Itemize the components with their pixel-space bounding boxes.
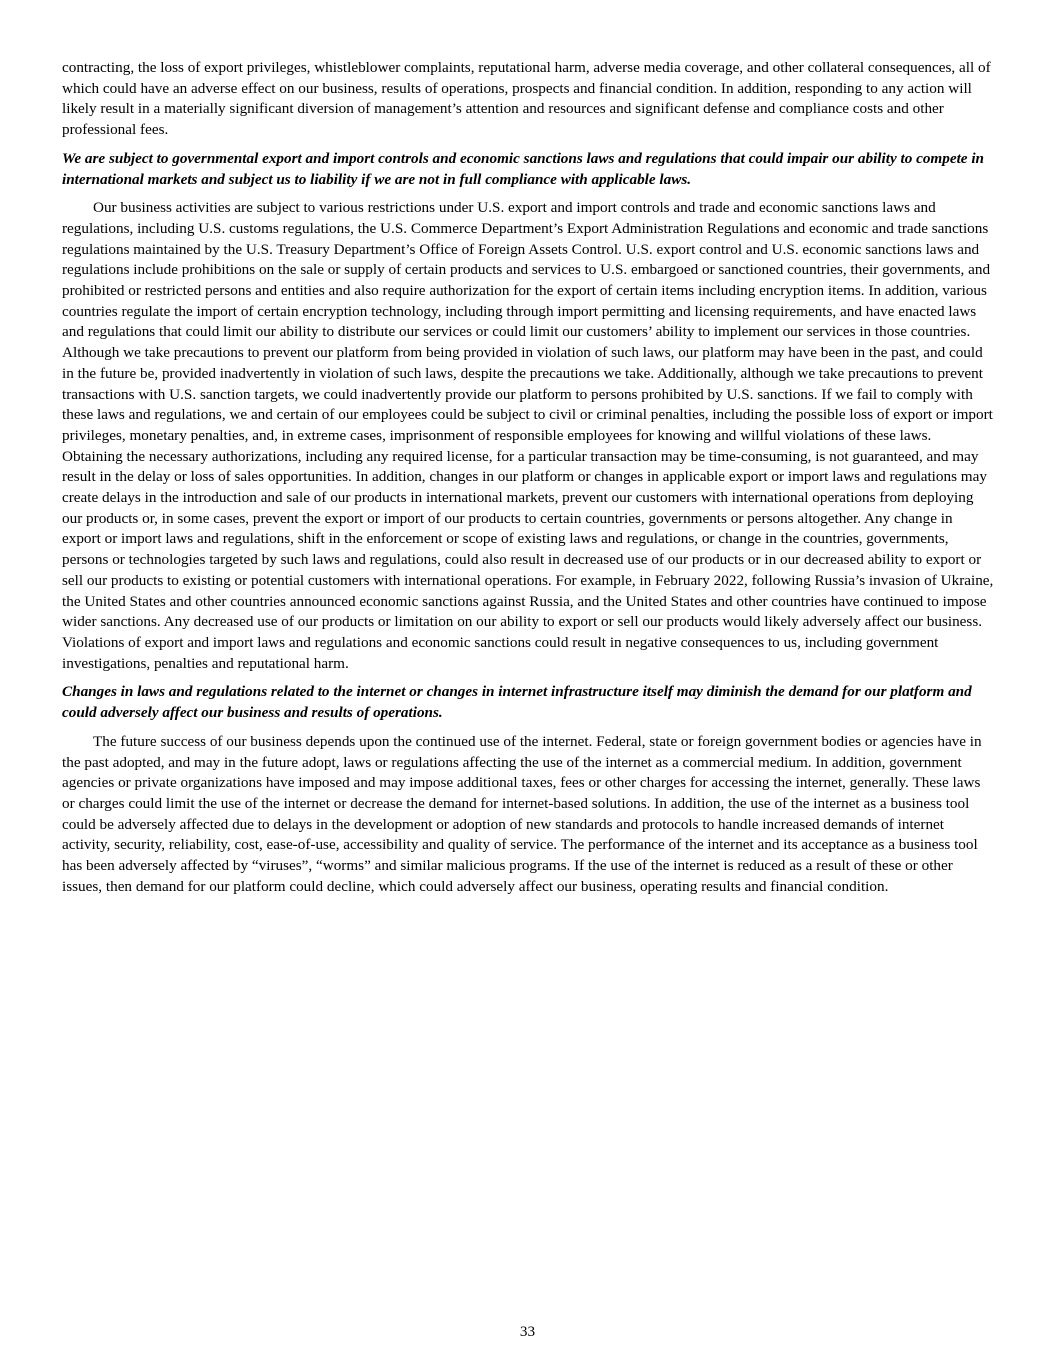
section-body-internet-regulation: The future success of our business depends upon the continued use of the internet. Federal, state or foreign government bodies or agencies have in the past adopted, and may in the future adopt, laws or regulations affecting the use of the internet as a commercial medium. In addition, government agencies or private organizations have imposed and may impose additional taxes, fees or other charges for accessing the internet, generally. These laws or charges could limit the use of the internet or decrease the demand for internet-based solutions. In addition, the use of the internet as a business tool could be adversely affected due to delays in the development or adoption of new standards and protocols to handle increased demands of internet activity, security, reliability, cost, ease-of-use, accessibility and quality of service. The performance of the internet and its acceptance as a business tool has been adversely affected by “viruses”, “worms” and similar malicious programs. If the use of the internet is reduced as a result of these or other issues, then demand for our platform could decline, which could adversely affect our business, operating results and financial condition. (62, 732, 982, 895)
section-heading-export-controls: We are subject to governmental export and import controls and economic sanctions laws and regulations that could impair our ability to compete in international markets and subject us to liability if we are not in full compliance with applicable laws. (62, 149, 985, 188)
section-body-export-controls: Our business activities are subject to various restrictions under U.S. export and import controls and trade and economic sanctions laws and regulations, including U.S. customs regulations, the U.S. Commerce Department’s Export Administration Regulations and economic and trade sanctions regulations maintained by the U.S. Treasury Department’s Office of Foreign Assets Control. U.S. export control and U.S. economic sanctions laws and regulations include prohibitions on the sale or supply of certain products and services to U.S. embargoed or sanctioned countries, their governments, and prohibited or restricted persons and entities and also require authorization for the export of certain items including encryption items. In addition, various countries regulate the import of certain encryption technology, including through import permitting and licensing requirements, and have enacted laws and regulations that could limit our ability to distribute our services or could limit our customers’ ability to implement our services in those countries. Although we take precautions to prevent our platform from being provided in violation of such laws, our platform may have been in the past, and could in the future be, provided inadvertently in violation of such laws, despite the precautions we take. Additionally, although we take precautions to prevent transactions with U.S. sanction targets, we could inadvertently provide our platform to persons prohibited by U.S. sanctions. If we fail to comply with these laws and regulations, we and certain of our employees could be subject to civil or criminal penalties, including the possible loss of export or import privileges, monetary penalties, and, in extreme cases, imprisonment of responsible employees for knowing and willful violations of these laws. Obtaining the necessary authorizations, including any required license, for a particular transaction may be time-consuming, is not guaranteed, and may result in the delay or loss of sales opportunities. In addition, changes in our platform or changes in applicable export or import laws and regulations may create delays in the introduction and sale of our products in international markets, prevent our customers with international operations from deploying our products or, in some cases, prevent the export or import of our products to certain countries, governments or persons altogether. Any change in export or import laws and regulations, shift in the enforcement or scope of existing laws and regulations, or change in the countries, governments, persons or technologies targeted by such laws and regulations, could also result in decreased use of our products or in our decreased ability to export or sell our products to existing or potential customers with international operations. For example, in February 2022, following Russia’s invasion of Ukraine, the United States and other countries announced economic sanctions against Russia, and the United States and other countries have continued to impose wider sanctions. Any decreased use of our products or limitation on our ability to export or sell our products would likely adversely affect our business. Violations of export and import laws and regulations and economic sanctions could result in negative consequences to us, including government investigations, penalties and reputational harm. (62, 199, 994, 672)
document-page (62, 58, 994, 905)
section-heading-internet-regulation: Changes in laws and regulations related to the internet or changes in internet infrastructure itself may diminish the demand for our platform and could adversely affect our business and results of operations. (62, 683, 972, 722)
page-number: 33 (519, 1323, 536, 1340)
continued-paragraph: contracting, the loss of export privileges, whistleblower complaints, reputational harm, adverse media coverage, and other collateral consequences, all of which could have an adverse effect on our business, results of operations, prospects and financial condition. In addition, responding to any action will likely result in a materially significant diversion of management’s attention and resources and significant defense and compliance costs and other professional fees. (62, 59, 991, 139)
